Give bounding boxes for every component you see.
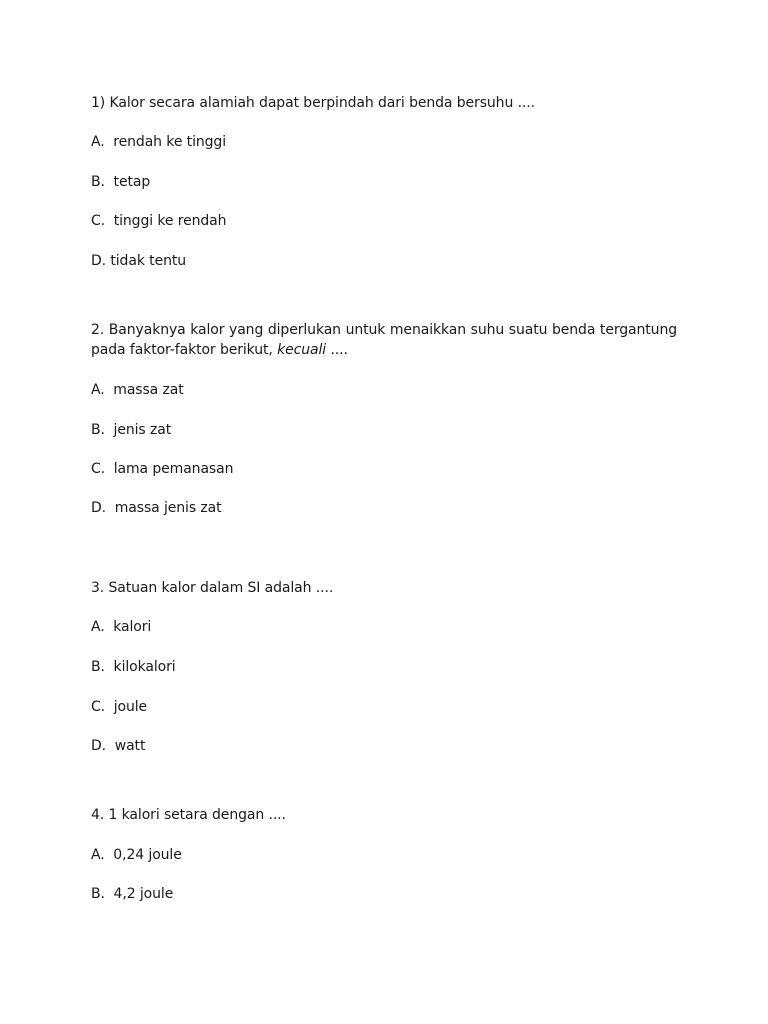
question-2-option-d: D. massa jenis zat <box>91 500 222 516</box>
question-2-text-end: .... <box>326 342 348 358</box>
question-3-text: 3. Satuan kalor dalam SI adalah .... <box>91 580 334 596</box>
question-1-text: 1) Kalor secara alamiah dapat berpindah dari benda bersuhu .... <box>91 95 535 111</box>
question-1-option-a: A. rendah ke tinggi <box>91 134 226 150</box>
question-3-option-d: D. watt <box>91 738 146 754</box>
question-3-option-b: B. kilokalori <box>91 659 176 675</box>
question-1-option-d: D. tidak tentu <box>91 253 187 269</box>
question-2-option-c: C. lama pemanasan <box>91 461 234 477</box>
question-3-option-c: C. joule <box>91 699 148 715</box>
question-2-emphasis: kecuali <box>277 342 327 358</box>
question-4-text: 4. 1 kalori setara dengan .... <box>91 807 286 823</box>
question-2-option-b: B. jenis zat <box>91 422 172 438</box>
question-2-option-a: A. massa zat <box>91 382 184 398</box>
question-3-option-a: A. kalori <box>91 619 152 635</box>
question-1-option-c: C. tinggi ke rendah <box>91 213 227 229</box>
question-2-text <box>91 320 677 360</box>
question-2-text-main: 2. Banyaknya kalor yang diperlukan untuk menaikkan suhu suatu benda tergantung pada faktor-faktor berikut, <box>91 322 677 358</box>
question-1-option-b: B. tetap <box>91 174 151 190</box>
question-4-option-a: A. 0,24 joule <box>91 847 182 863</box>
question-4-option-b: B. 4,2 joule <box>91 886 174 902</box>
